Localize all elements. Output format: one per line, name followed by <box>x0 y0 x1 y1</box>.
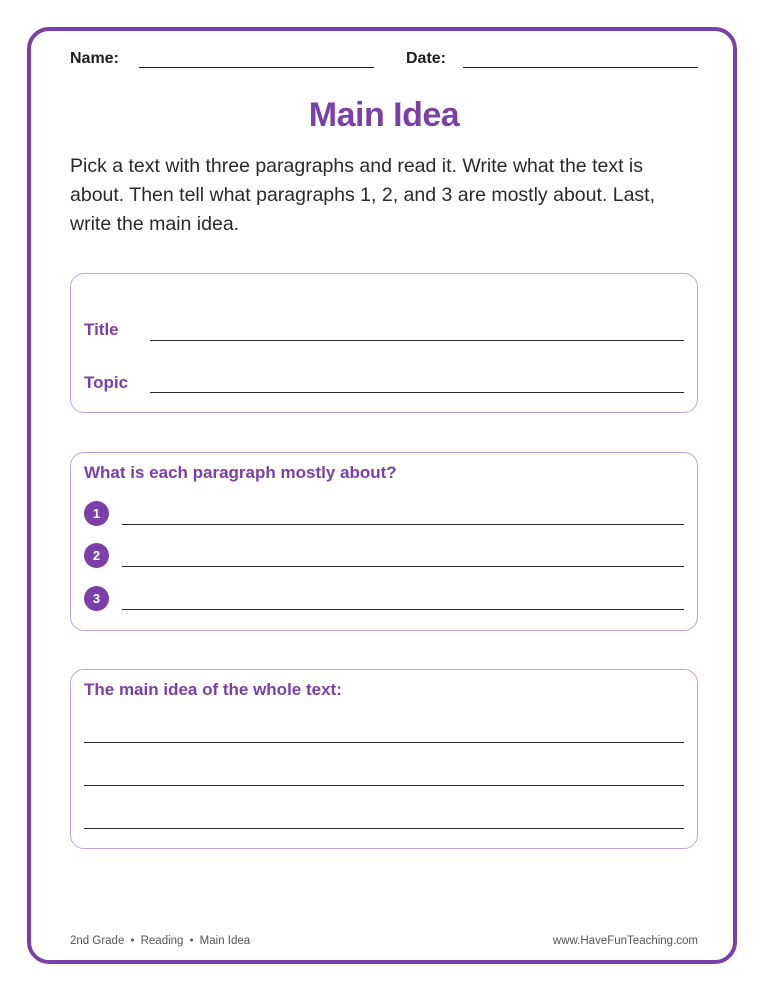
topic-field[interactable] <box>150 392 684 393</box>
date-field[interactable] <box>463 67 698 68</box>
main-idea-line-2[interactable] <box>84 785 684 786</box>
footer-subject: Reading <box>140 935 184 947</box>
paragraph-number-3-badge: 3 <box>84 586 109 611</box>
paragraph-number-2-badge: 2 <box>84 543 109 568</box>
main-idea-line-3[interactable] <box>84 828 684 829</box>
separator-dot-icon: ● <box>189 937 194 945</box>
paragraphs-heading: What is each paragraph mostly about? <box>84 463 397 482</box>
footer-breadcrumb <box>70 935 250 947</box>
footer-grade: 2nd Grade <box>70 935 125 947</box>
title-field[interactable] <box>150 340 684 341</box>
paragraph-1-field[interactable] <box>122 524 684 525</box>
topic-label: Topic <box>84 373 129 392</box>
page-title: Main Idea <box>308 96 460 134</box>
title-label: Title <box>84 320 119 339</box>
paragraph-number-1-badge: 1 <box>84 501 109 526</box>
paragraph-2-field[interactable] <box>122 566 684 567</box>
name-field[interactable] <box>139 67 374 68</box>
name-label: Name: <box>70 50 119 67</box>
separator-dot-icon: ● <box>130 937 135 945</box>
main-idea-line-1[interactable] <box>84 742 684 743</box>
paragraph-3-field[interactable] <box>122 609 684 610</box>
footer-topic: Main Idea <box>199 935 251 947</box>
main-idea-heading: The main idea of the whole text: <box>84 680 342 699</box>
instructions-text: Pick a text with three paragraphs and read it. Write what the text is about. Then tell what paragraphs 1, 2, and 3 are mostly about. Last, write the main idea. <box>70 155 656 235</box>
footer-website: www.HaveFunTeaching.com <box>552 935 698 947</box>
date-label: Date: <box>406 50 447 67</box>
